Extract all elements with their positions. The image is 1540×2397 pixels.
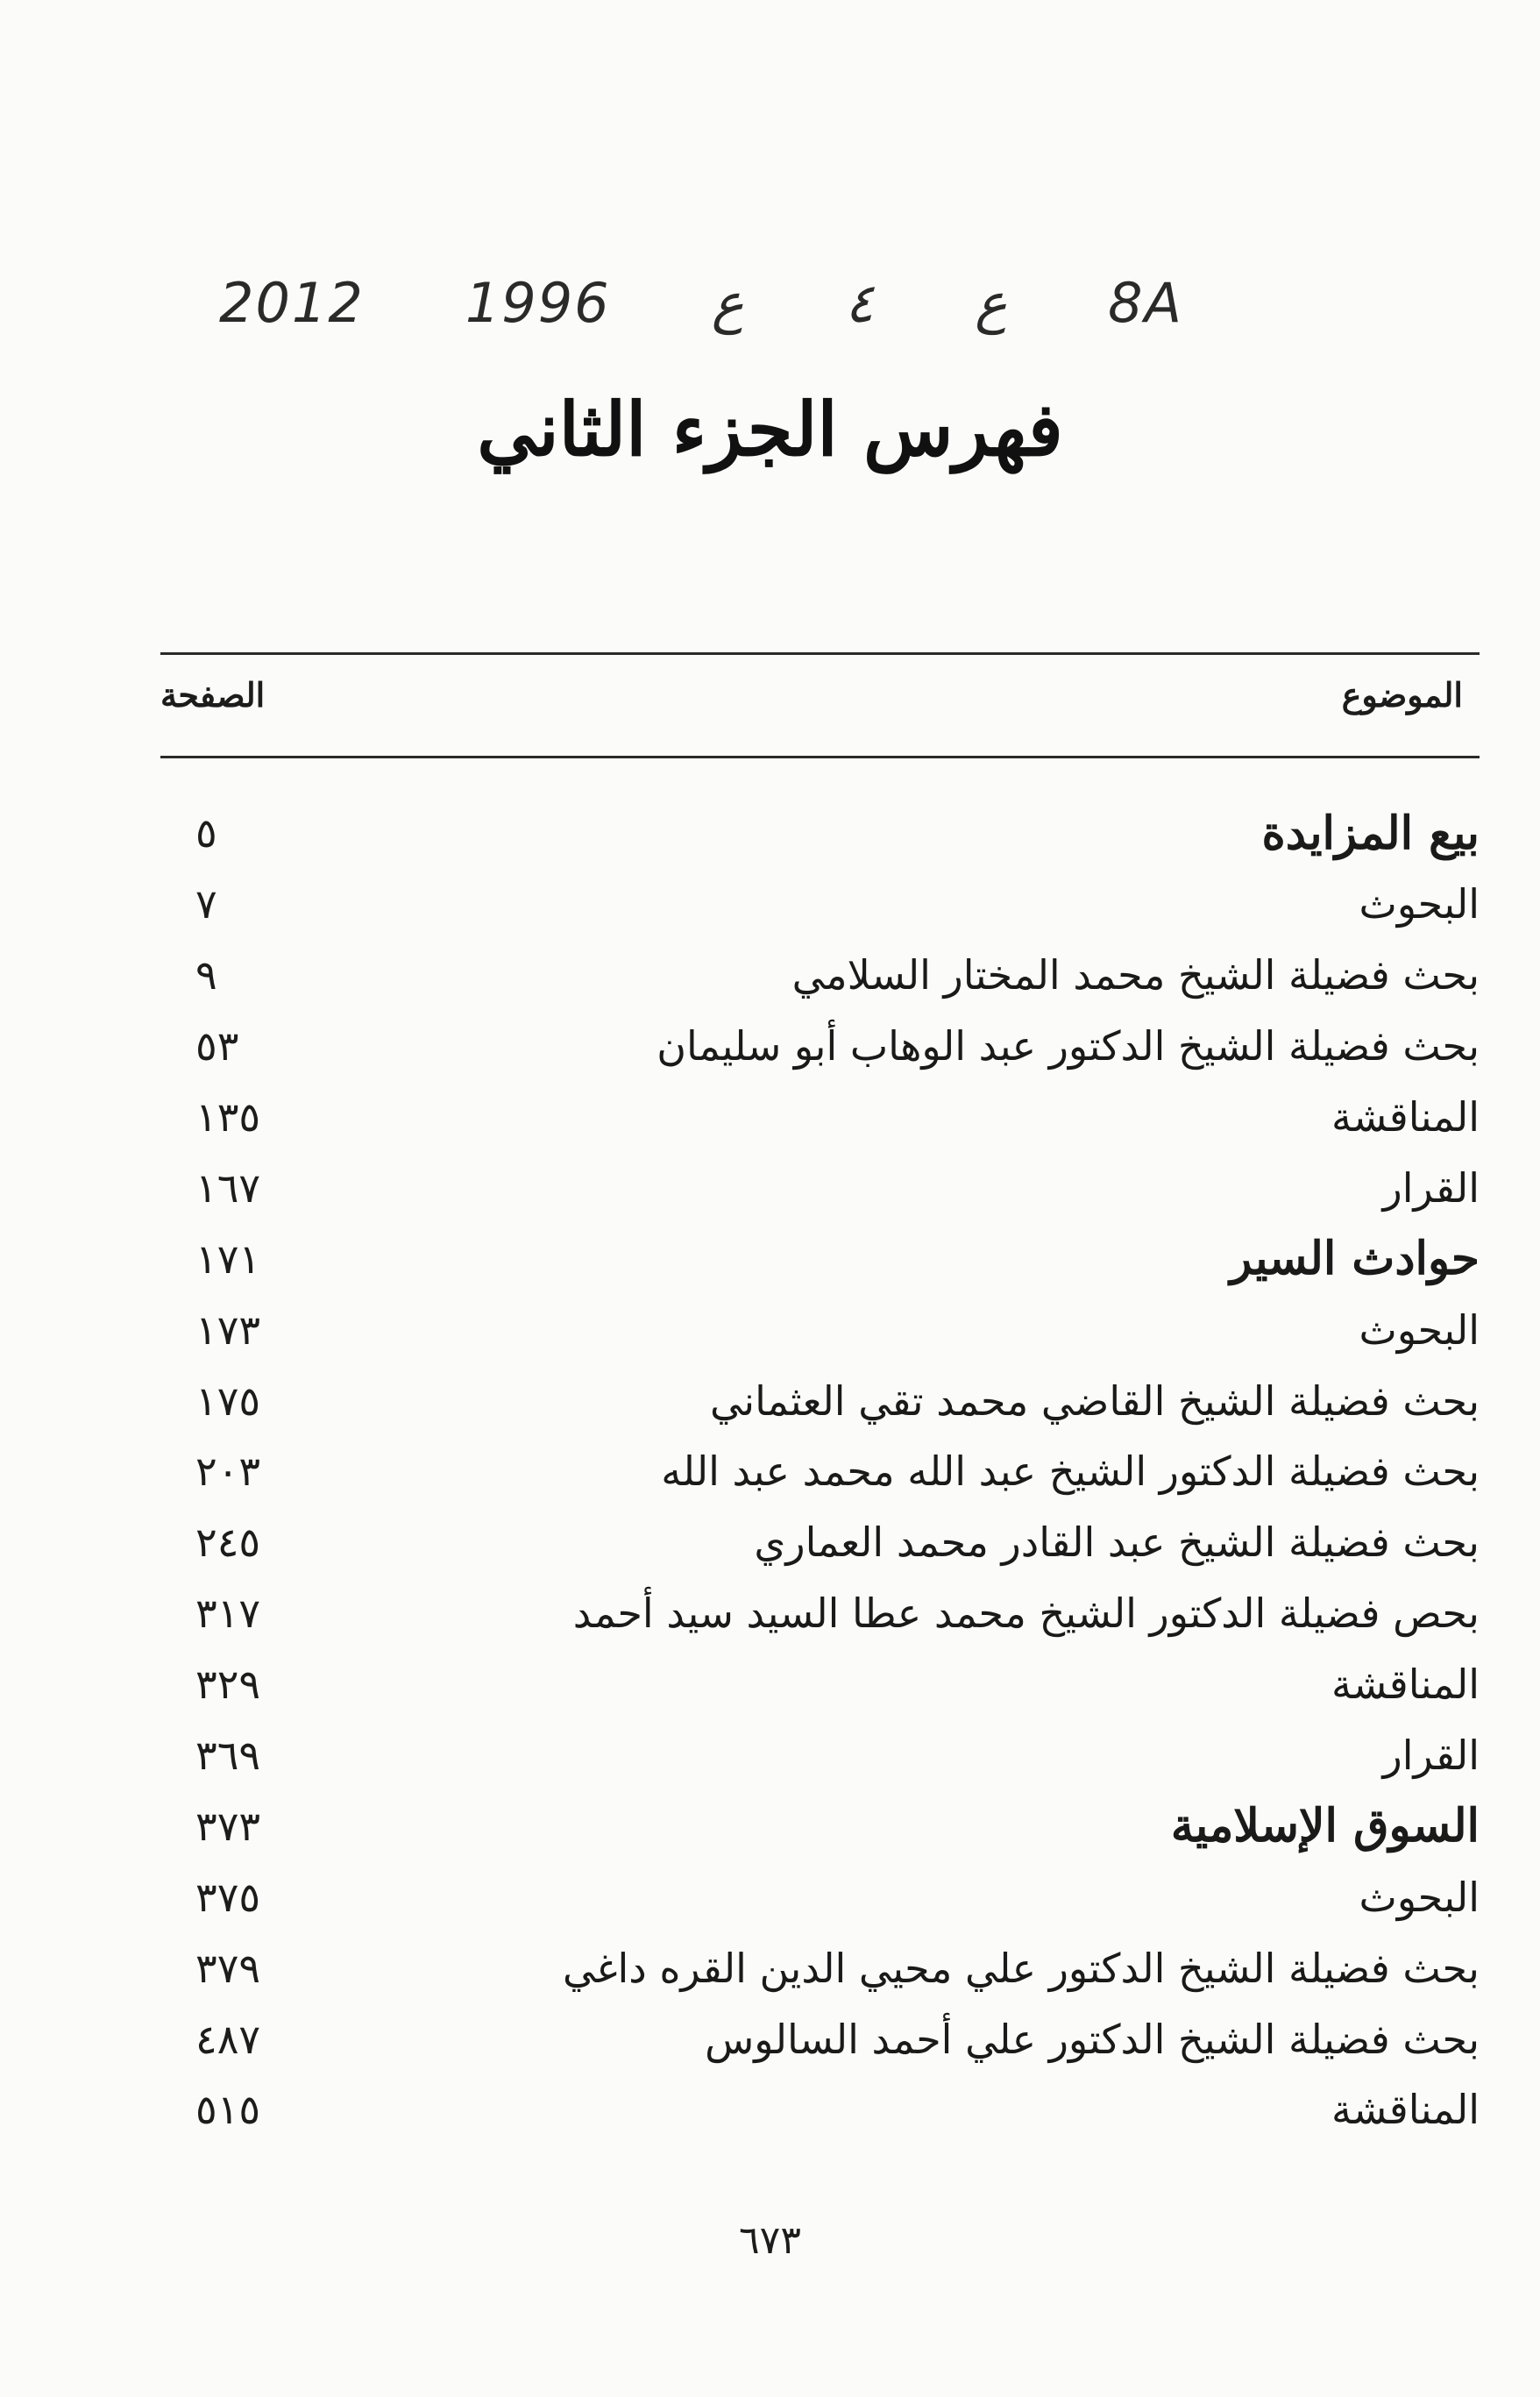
toc-row — [160, 1294, 1480, 1365]
toc-section-row — [160, 1223, 1480, 1294]
toc-row — [160, 1011, 1480, 1082]
toc-entry-title: بحث فضيلة الشيخ الدكتور علي أحمد السالوس — [705, 2015, 1480, 2063]
toc-entry-page: ٣٧٥ — [195, 1873, 261, 1921]
toc-entry-title: بحص فضيلة الدكتور الشيخ محمد عطا السيد سيد أحمد — [572, 1590, 1480, 1638]
toc-row — [160, 1365, 1480, 1436]
toc-row — [160, 1932, 1480, 2003]
toc-entry-page: ٥٣ — [195, 1022, 239, 1070]
toc-entry-page: ١٧٣ — [195, 1305, 261, 1354]
toc-row — [160, 1507, 1480, 1578]
toc-row — [160, 940, 1480, 1011]
toc-entry-page: ٩ — [195, 951, 217, 999]
toc-entry-page: ٢٤٥ — [195, 1519, 261, 1567]
toc-row — [160, 1861, 1480, 1932]
toc-row — [160, 1720, 1480, 1791]
toc-entry-page: ٢٠٣ — [195, 1447, 261, 1496]
toc-section-row — [160, 1790, 1480, 1861]
toc-entry-title: البحوث — [1359, 880, 1480, 928]
page-column-header: الصفحة — [160, 675, 266, 715]
toc-list — [160, 798, 1480, 2145]
toc-row — [160, 1082, 1480, 1153]
toc-entry-title: المناقشة — [1331, 1661, 1480, 1709]
toc-entry-title: البحوث — [1359, 1305, 1480, 1354]
toc-entry-page: ٤٨٧ — [195, 2015, 261, 2063]
toc-entry-title: بحث فضيلة الدكتور الشيخ عبد الله محمد عبد الله — [661, 1447, 1480, 1496]
page-title: فهرس الجزء الثاني — [477, 386, 1063, 473]
toc-entry-page: ١٧١ — [195, 1234, 261, 1283]
handwritten-note — [219, 254, 1183, 351]
header-bottom-rule — [160, 756, 1480, 758]
page-number: ٦٧٣ — [739, 2218, 801, 2263]
toc-entry-title: بحث فضيلة الشيخ الدكتور علي محيي الدين القره داغي — [563, 1944, 1480, 1992]
handwritten-note-item: 2012 — [219, 270, 365, 335]
toc-entry-title: بحث فضيلة الشيخ القاضي محمد تقي العثماني — [709, 1376, 1480, 1425]
handwritten-note-item: 8A — [1108, 270, 1183, 335]
toc-row — [160, 1649, 1480, 1720]
toc-entry-title: المناقشة — [1331, 1093, 1480, 1141]
toc-entry-page: ٣٧٩ — [195, 1944, 261, 1992]
handwritten-note-item: 1996 — [465, 270, 611, 335]
toc-entry-title: بحث فضيلة الشيخ محمد المختار السلامي — [791, 951, 1480, 999]
toc-entry-page: ٣٧٣ — [195, 1802, 261, 1850]
header-top-rule — [160, 652, 1480, 655]
toc-entry-title: بيع المزايدة — [1261, 806, 1480, 860]
toc-row — [160, 1578, 1480, 1649]
toc-row — [160, 2003, 1480, 2074]
toc-row — [160, 1152, 1480, 1223]
topic-column-header: الموضوع — [1341, 675, 1463, 715]
toc-entry-page: ٣٢٩ — [195, 1661, 261, 1709]
handwritten-note-item: ٤ — [844, 270, 875, 335]
toc-entry-title: البحوث — [1359, 1873, 1480, 1921]
toc-row — [160, 1436, 1480, 1507]
toc-entry-title: القرار — [1382, 1732, 1480, 1780]
toc-entry-title: حوادث السير — [1230, 1232, 1480, 1286]
toc-entry-page: ٧ — [195, 880, 217, 928]
toc-row — [160, 869, 1480, 940]
toc-entry-page: ٥١٥ — [195, 2086, 261, 2134]
toc-entry-title: بحث فضيلة الشيخ عبد القادر محمد العماري — [754, 1519, 1480, 1567]
toc-entry-title: بحث فضيلة الشيخ الدكتور عبد الوهاب أبو سليمان — [656, 1022, 1480, 1070]
toc-entry-page: ٣٦٩ — [195, 1732, 261, 1780]
toc-entry-page: ٥ — [195, 809, 217, 857]
toc-entry-page: ١٣٥ — [195, 1093, 261, 1141]
toc-entry-title: السوق الإسلامية — [1170, 1799, 1480, 1853]
toc-section-row — [160, 798, 1480, 869]
handwritten-note-item: ع — [711, 270, 744, 335]
toc-entry-title: المناقشة — [1331, 2086, 1480, 2134]
toc-entry-page: ٣١٧ — [195, 1590, 261, 1638]
toc-entry-page: ١٧٥ — [195, 1376, 261, 1425]
toc-row — [160, 2074, 1480, 2145]
toc-entry-page: ١٦٧ — [195, 1163, 261, 1212]
toc-entry-title: القرار — [1382, 1163, 1480, 1212]
handwritten-note-item: ع — [975, 270, 1008, 335]
